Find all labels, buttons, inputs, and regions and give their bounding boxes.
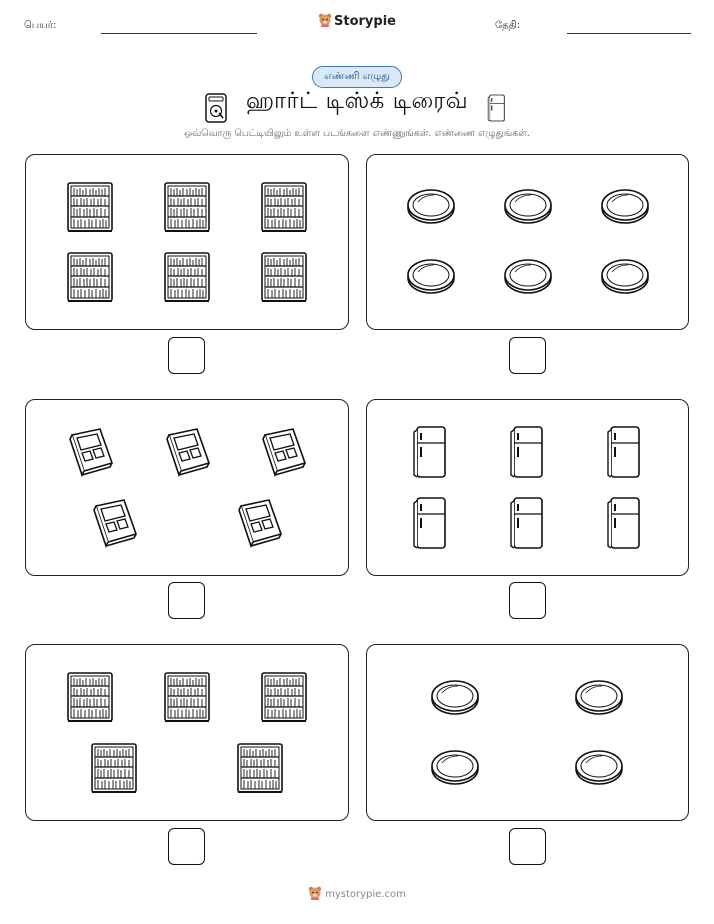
answer-box-3[interactable] bbox=[168, 582, 205, 619]
answer-box-6[interactable] bbox=[509, 828, 546, 865]
name-field[interactable] bbox=[101, 33, 257, 34]
bear-icon bbox=[308, 886, 322, 900]
bookshelf-icon bbox=[65, 251, 115, 305]
count-panel-3 bbox=[25, 399, 349, 576]
coin-icon bbox=[406, 248, 456, 302]
bookshelf-icon bbox=[259, 181, 309, 235]
bookshelf-icon bbox=[162, 181, 212, 235]
coin-icon bbox=[430, 739, 480, 793]
count-panel-5 bbox=[25, 644, 349, 821]
brand-logo bbox=[0, 13, 714, 29]
fridge-icon bbox=[406, 425, 456, 479]
bear-icon bbox=[318, 13, 332, 27]
coin-icon bbox=[574, 669, 624, 723]
page-title: ஹார்ட் டிஸ்க் டிரைவ் bbox=[245, 88, 469, 114]
coin-icon bbox=[600, 248, 650, 302]
fridge-icon bbox=[503, 496, 553, 550]
fridge-icon bbox=[600, 425, 650, 479]
fridge-icon bbox=[600, 496, 650, 550]
fridge-icon bbox=[406, 496, 456, 550]
bookshelf-icon bbox=[162, 251, 212, 305]
answer-box-1[interactable] bbox=[168, 337, 205, 374]
coin-icon bbox=[430, 669, 480, 723]
fridge-icon bbox=[503, 425, 553, 479]
fridge-icon bbox=[484, 92, 510, 124]
instructions: ஒவ்வொரு பெட்டியிலும் உள்ள படங்களை எண்ணுங்கள். எண்ணை எழுதுங்கள். bbox=[184, 128, 530, 139]
brand-name: Storypie bbox=[334, 14, 396, 29]
coin-icon bbox=[600, 178, 650, 232]
answer-box-4[interactable] bbox=[509, 582, 546, 619]
answer-box-5[interactable] bbox=[168, 828, 205, 865]
book-icon bbox=[90, 496, 140, 550]
bookshelf-icon bbox=[89, 742, 139, 796]
bookshelf-icon bbox=[235, 742, 285, 796]
count-panel-2 bbox=[366, 154, 689, 330]
answer-box-2[interactable] bbox=[509, 337, 546, 374]
coin-icon bbox=[503, 178, 553, 232]
book-icon bbox=[163, 425, 213, 479]
activity-badge: எண்ணி எழுது bbox=[312, 66, 402, 88]
book-icon bbox=[235, 496, 285, 550]
footer bbox=[0, 886, 714, 900]
count-panel-6 bbox=[366, 644, 689, 821]
bookshelf-icon bbox=[65, 181, 115, 235]
bookshelf-icon bbox=[65, 671, 115, 725]
footer-site[interactable]: mystorypie.com bbox=[325, 889, 406, 900]
name-label: பெயர்: bbox=[24, 20, 57, 31]
count-panel-4 bbox=[366, 399, 689, 576]
coin-icon bbox=[503, 248, 553, 302]
bookshelf-icon bbox=[259, 671, 309, 725]
bookshelf-icon bbox=[162, 671, 212, 725]
date-label: தேதி: bbox=[495, 20, 521, 31]
coin-icon bbox=[574, 739, 624, 793]
date-field[interactable] bbox=[567, 33, 691, 34]
book-icon bbox=[66, 425, 116, 479]
coin-icon bbox=[406, 178, 456, 232]
count-panel-1 bbox=[25, 154, 349, 330]
bookshelf-icon bbox=[259, 251, 309, 305]
book-icon bbox=[259, 425, 309, 479]
